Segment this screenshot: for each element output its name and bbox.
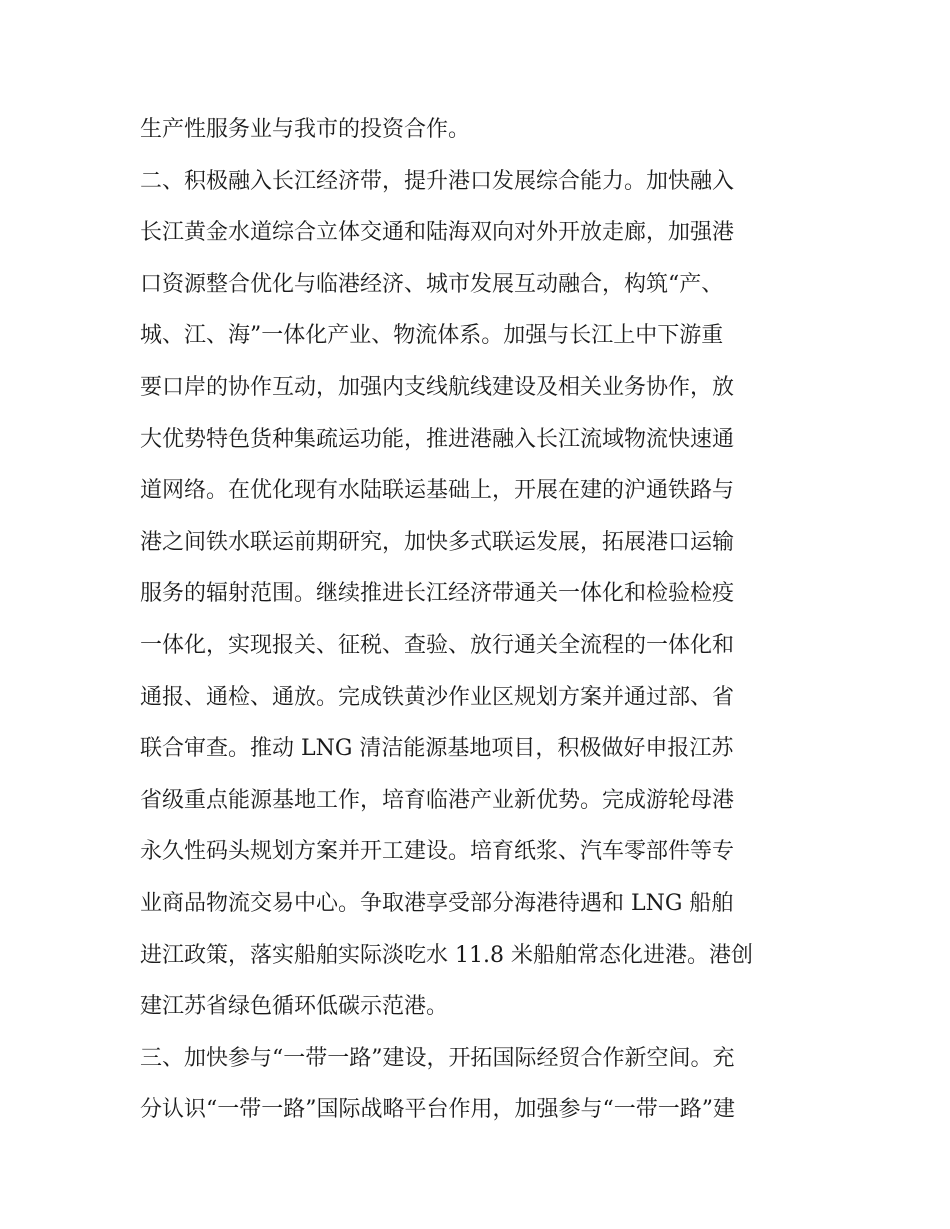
text-line: 城、江、海”一体化产业、物流体系。加强与长江上中下游重 — [140, 323, 724, 349]
text-line: 通报、通检、通放。完成铁黄沙作业区规划方案并通过部、省 — [140, 684, 735, 710]
body-text — [140, 104, 820, 1136]
text-line: 永久性码头规划方案并开工建设。培育纸浆、汽车零部件等专 — [140, 839, 735, 865]
text-line: 进江政策，落实船舶实际淡吃水 11.8 米船舶常态化进港。港创 — [140, 942, 753, 968]
text-line: 长江黄金水道综合立体交通和陆海双向对外开放走廊，加强港 — [140, 220, 735, 246]
text-line: 要口岸的协作互动，加强内支线航线建设及相关业务协作，放 — [140, 374, 735, 400]
text-line: 港之间铁水联运前期研究，加快多式联运发展，拓展港口运输 — [140, 529, 735, 555]
text-line: 业商品物流交易中心。争取港享受部分海港待遇和 LNG 船舶 — [140, 890, 734, 916]
text-line: 道网络。在优化现有水陆联运基础上，开展在建的沪通铁路与 — [140, 478, 735, 504]
text-line: 建江苏省绿色循环低碳示范港。 — [140, 994, 449, 1020]
text-line: 一体化，实现报关、征税、查验、放行通关全流程的一体化和 — [140, 632, 735, 658]
text-line: 省级重点能源基地工作，培育临港产业新优势。完成游轮母港 — [140, 787, 735, 813]
text-line: 三、加快参与“一带一路”建设，开拓国际经贸合作新空间。充 — [140, 1045, 735, 1071]
text-line: 口资源整合优化与临港经济、城市发展互动融合，构筑“产、 — [140, 271, 724, 297]
text-line: 服务的辐射范围。继续推进长江经济带通关一体化和检验检疫 — [140, 581, 735, 607]
text-line: 分认识“一带一路”国际战略平台作用，加强参与“一带一路”建 — [140, 1097, 735, 1123]
text-line: 大优势特色货种集疏运功能，推进港融入长江流域物流快速通 — [140, 426, 735, 452]
text-line: 生产性服务业与我市的投资合作。 — [140, 117, 471, 142]
text-line: 二、积极融入长江经济带，提升港口发展综合能力。加快融入 — [140, 168, 735, 194]
text-line: 联合审查。推动 LNG 清洁能源基地项目，积极做好申报江苏 — [140, 736, 734, 762]
